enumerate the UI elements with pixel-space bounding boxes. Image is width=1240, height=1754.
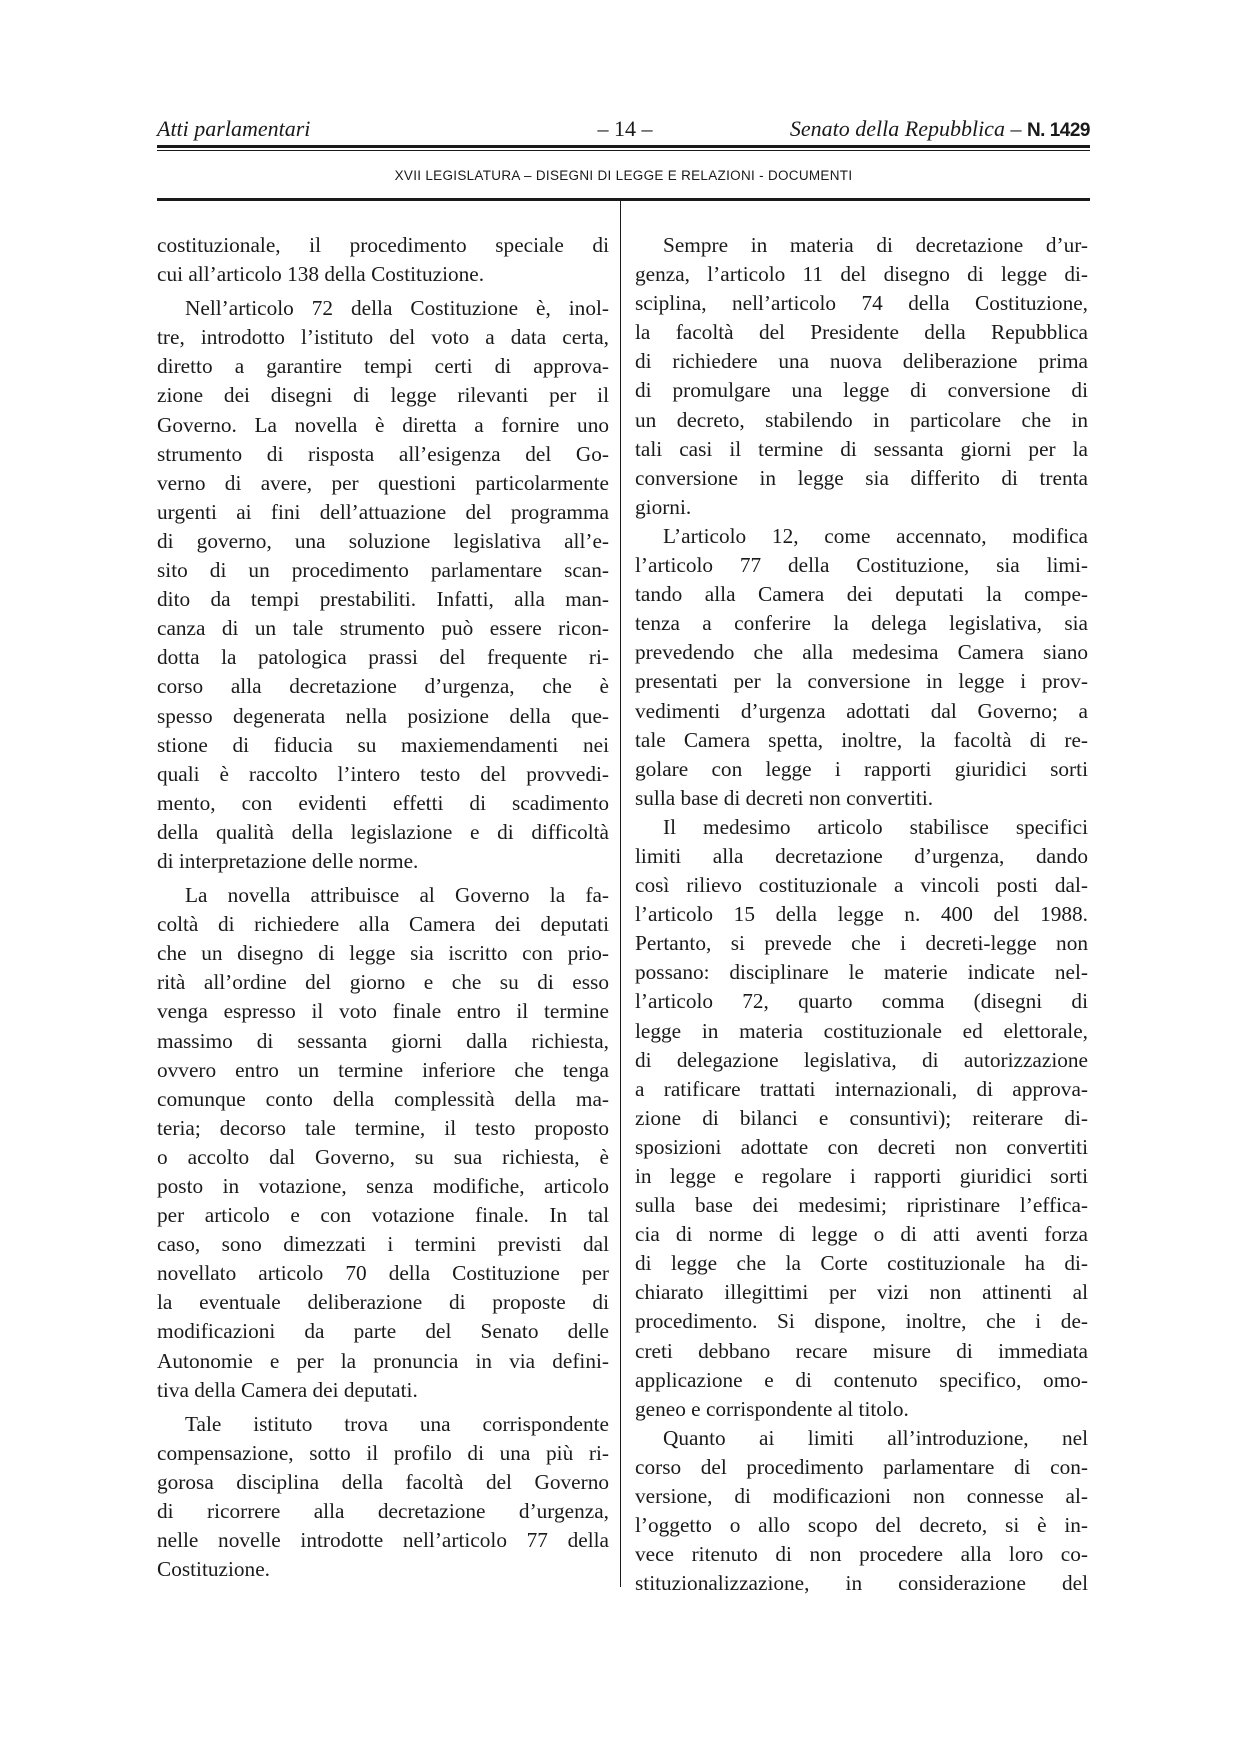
- text-line: coltà di richiedere alla Camera dei deputati: [157, 912, 609, 937]
- text-line: possano: disciplinare le materie indicate nel-: [635, 960, 1088, 985]
- text-line: tale Camera spetta, inoltre, la facoltà di re-: [635, 727, 1088, 752]
- text-line: corso del procedimento parlamentare di con-: [635, 1454, 1088, 1479]
- running-header: [157, 116, 1090, 146]
- text-line: spesso degenerata nella posizione della que-: [157, 703, 609, 728]
- text-line: nelle novelle introdotte nell’articolo 77 della: [157, 1528, 609, 1553]
- text-line: canza di un tale strumento può essere ricon-: [157, 616, 609, 641]
- text-line: strumento di risposta all’esigenza del Go-: [157, 441, 609, 466]
- text-line: l’oggetto o allo scopo del decreto, si è in-: [635, 1513, 1088, 1538]
- text-line: stione di fiducia su maxiemendamenti nei: [157, 732, 609, 757]
- text-line: vece ritenuto di non procedere alla loro co-: [635, 1542, 1088, 1567]
- text-line: mento, con evidenti effetti di scadimento: [157, 790, 609, 815]
- text-line: teria; decorso tale termine, il testo proposto: [157, 1115, 609, 1140]
- text-line: di ricorrere alla decretazione d’urgenza,: [157, 1499, 609, 1524]
- text-line: prevedendo che alla medesima Camera siano: [635, 640, 1088, 665]
- right-column: [635, 231, 1088, 1598]
- text-line: geneo e corrispondente al titolo.: [635, 1396, 909, 1421]
- text-line: conversione in legge sia differito di trenta: [635, 465, 1088, 490]
- paragraph: [157, 881, 609, 1405]
- text-line: dotta la patologica prassi del frequente ri-: [157, 645, 609, 670]
- text-line: Pertanto, si prevede che i decreti-legge non: [635, 931, 1088, 956]
- paragraph: [635, 1424, 1088, 1599]
- text-line: Nell’articolo 72 della Costituzione è, inol-: [185, 296, 609, 321]
- text-line: Tale istituto trova una corrispondente: [185, 1411, 609, 1436]
- text-line: tenza a conferire la delega legislativa, sia: [635, 611, 1088, 636]
- text-line: la facoltà del Presidente della Repubblica: [635, 320, 1088, 345]
- text-line: per articolo e con votazione finale. In tal: [157, 1203, 609, 1228]
- text-line: rità all’ordine del giorno e che su di esso: [157, 970, 609, 995]
- subtitle-rule: [157, 198, 1090, 201]
- text-line: La novella attribuisce al Governo la fa-: [185, 883, 609, 908]
- column-divider: [620, 201, 621, 1587]
- header-chamber: [790, 116, 1090, 142]
- text-line: l’articolo 72, quarto comma (disegni di: [635, 989, 1088, 1014]
- text-line: diretto a garantire tempi certi di approva-: [157, 354, 609, 379]
- text-line: urgenti ai fini dell’attuazione del programma: [157, 499, 609, 524]
- text-line: zione dei disegni di legge rilevanti per il: [157, 383, 609, 408]
- text-line: quali è raccolto l’intero testo del provvedi-: [157, 761, 609, 786]
- text-line: versione, di modificazioni non connesse al-: [635, 1484, 1088, 1509]
- page-number: – 14 –: [597, 116, 653, 141]
- text-line: così rilievo costituzionale a vincoli posti dal-: [635, 873, 1088, 898]
- text-line: ovvero entro un termine inferiore che tenga: [157, 1057, 609, 1082]
- text-line: la eventuale deliberazione di proposte di: [157, 1290, 609, 1315]
- text-line: Governo. La novella è diretta a fornire uno: [157, 412, 609, 437]
- text-line: di promulgare una legge di conversione di: [635, 378, 1088, 403]
- text-line: genza, l’articolo 11 del disegno di legge di-: [635, 262, 1088, 287]
- text-line: giorni.: [635, 494, 692, 519]
- text-line: che un disegno di legge sia iscritto con prio-: [157, 941, 609, 966]
- text-line: L’articolo 12, come accennato, modifica: [663, 523, 1088, 548]
- text-line: modificazioni da parte del Senato delle: [157, 1319, 609, 1344]
- text-line: di richiedere una nuova deliberazione prima: [635, 349, 1088, 374]
- text-line: compensazione, sotto il profilo di una più ri-: [157, 1440, 609, 1465]
- paragraph: [635, 231, 1088, 522]
- text-line: stituzionalizzazione, in considerazione del: [635, 1571, 1088, 1596]
- text-line: comunque conto della complessità della ma-: [157, 1086, 609, 1111]
- text-line: Sempre in materia di decretazione d’ur-: [663, 233, 1088, 257]
- text-line: o accolto dal Governo, su sua richiesta, è: [157, 1144, 609, 1169]
- paragraph: [157, 1410, 609, 1585]
- text-line: creti debbano recare misure di immediata: [635, 1338, 1088, 1363]
- text-line: limiti alla decretazione d’urgenza, dando: [635, 843, 1088, 868]
- text-line: l’articolo 15 della legge n. 400 del 1988.: [635, 902, 1088, 927]
- text-line: Il medesimo articolo stabilisce specifici: [663, 814, 1088, 839]
- paragraph: [157, 294, 609, 876]
- text-line: di delegazione legislativa, di autorizzazione: [635, 1047, 1088, 1072]
- header-subtitle: XVII LEGISLATURA – DISEGNI DI LEGGE E RELAZIONI - DOCUMENTI: [394, 168, 853, 183]
- paragraph: [157, 231, 609, 289]
- text-line: golare con legge i rapporti giuridici sorti: [635, 756, 1088, 781]
- text-line: Autonomie e per la pronuncia in via defini-: [157, 1348, 609, 1373]
- text-line: massimo di sessanta giorni dalla richiesta,: [157, 1028, 609, 1053]
- text-line: cia di norme di legge o di atti aventi forza: [635, 1222, 1088, 1247]
- text-line: posto in votazione, senza modifiche, articolo: [157, 1174, 609, 1198]
- text-line: Costituzione.: [157, 1557, 270, 1582]
- left-column: [157, 231, 609, 1584]
- text-line: tando alla Camera dei deputati la compe-: [635, 582, 1088, 607]
- header-senate: Senato della Repubblica –: [789, 116, 1027, 141]
- text-line: gorosa disciplina della facoltà del Governo: [157, 1469, 609, 1494]
- text-line: della qualità della legislazione e di difficoltà: [157, 819, 609, 844]
- text-line: un decreto, stabilendo in particolare che in: [635, 407, 1088, 432]
- text-line: di governo, una soluzione legislativa all’e-: [157, 528, 609, 553]
- text-line: in legge e regolare i rapporti giuridici sorti: [635, 1164, 1088, 1188]
- header-rule-thin: [157, 150, 1090, 151]
- document-number: N. 1429: [1026, 120, 1090, 141]
- text-line: procedimento. Si dispone, inoltre, che i de-: [635, 1309, 1088, 1334]
- text-line: verno di avere, per questioni particolarmente: [157, 470, 609, 495]
- text-line: costituzionale, il procedimento speciale di: [157, 233, 609, 257]
- text-line: sposizioni adottate con decreti non convertiti: [635, 1134, 1088, 1159]
- text-line: Quanto ai limiti all’introduzione, nel: [663, 1425, 1088, 1450]
- text-line: presentati per la conversione in legge i prov-: [635, 669, 1088, 694]
- text-line: zione di bilanci e consuntivi); reiterare di-: [635, 1105, 1088, 1130]
- text-line: applicazione e di contenuto specifico, omo-: [635, 1367, 1088, 1392]
- text-line: dito da tempi prestabiliti. Infatti, alla man-: [157, 587, 609, 612]
- text-line: di legge che la Corte costituzionale ha di-: [635, 1251, 1088, 1276]
- text-line: di interpretazione delle norme.: [157, 848, 419, 873]
- text-line: sulla base dei medesimi; ripristinare l’effica-: [635, 1193, 1088, 1218]
- header-publication: Atti parlamentari: [157, 116, 311, 141]
- text-line: tiva della Camera dei deputati.: [157, 1377, 418, 1402]
- paragraph: [635, 522, 1088, 813]
- text-line: novellato articolo 70 della Costituzione per: [157, 1261, 609, 1286]
- text-line: venga espresso il voto finale entro il termine: [157, 999, 609, 1024]
- text-line: sito di un procedimento parlamentare scan-: [157, 558, 609, 583]
- text-line: a ratificare trattati internazionali, di approva-: [635, 1076, 1088, 1101]
- text-line: chiarato illegittimi per vizi non attinenti al: [635, 1280, 1088, 1305]
- text-line: corso alla decretazione d’urgenza, che è: [157, 674, 609, 699]
- text-line: cui all’articolo 138 della Costituzione.: [157, 262, 485, 287]
- text-line: caso, sono dimezzati i termini previsti dal: [157, 1232, 609, 1257]
- text-line: tre, introdotto l’istituto del voto a data certa,: [157, 325, 609, 350]
- text-line: sulla base di decreti non convertiti.: [635, 785, 934, 810]
- text-line: tali casi il termine di sessanta giorni per la: [635, 436, 1088, 461]
- text-line: l’articolo 77 della Costituzione, sia limi-: [635, 553, 1088, 578]
- text-line: sciplina, nell’articolo 74 della Costituzione,: [635, 291, 1088, 316]
- text-line: legge in materia costituzionale ed elettorale,: [635, 1018, 1088, 1043]
- paragraph: [635, 813, 1088, 1424]
- header-rule-thick: [157, 145, 1090, 148]
- text-line: vedimenti d’urgenza adottati dal Governo; a: [635, 698, 1088, 723]
